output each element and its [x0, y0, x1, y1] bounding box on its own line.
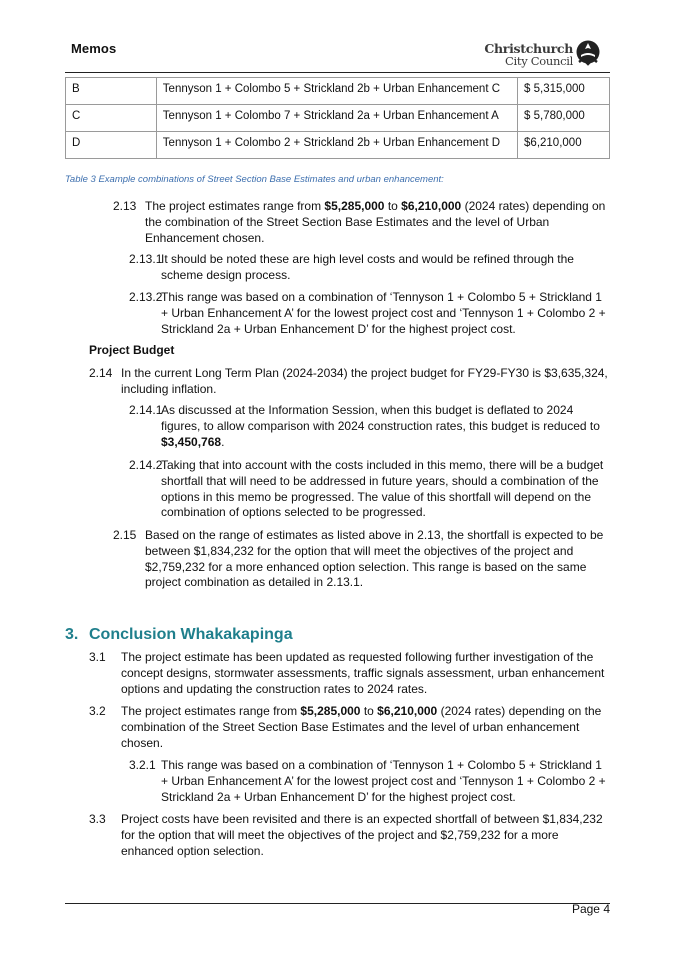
document-type-title: Memos: [71, 41, 117, 56]
paragraph-number: 2.13: [113, 199, 137, 213]
paragraph-number: 2.13.1: [129, 252, 163, 266]
table-cell-combination: Tennyson 1 + Colombo 2 + Strickland 2b + Urban Enhancement D: [156, 132, 517, 159]
paragraph-2-14: [89, 366, 610, 398]
deflated-budget: $3,450,768: [161, 434, 222, 449]
paragraph-number: 2.14.1: [129, 403, 163, 417]
high-estimate: $6,210,000: [377, 704, 438, 718]
paragraph-text: [145, 199, 610, 246]
paragraph-text: Project costs have been revisited and there is an expected shortfall of between $1,834,232 for the option that will meet the objectives of the project and $2,759,232 for a more enhanced option selection.: [121, 812, 603, 858]
paragraph-3-2: [89, 704, 610, 751]
paragraph-text: This range was based on a combination of ‘Tennyson 1 + Colombo 5 + Strickland 1 + Urban Enhancement A’ for the lowest project cost and ‘Tennyson 1 + Colombo 2 + Strickland 2a + Urban Enhancement D’ for the highest project cost.: [161, 290, 606, 336]
logo-text-line2: City Council: [505, 54, 573, 68]
paragraph-text: Based on the range of estimates as listed above in 2.13, the shortfall is expected to be between $1,834,232 for the option that will meet the objectives of the project and $2,759,232 for a more enhanced option selection. This range is based on the same project combination as detailed in 2.13.1.: [145, 528, 604, 590]
paragraph-2-14-2: [129, 458, 610, 521]
paragraph-2-13-2: [129, 290, 610, 337]
paragraph-number: 2.14.2: [129, 458, 163, 472]
table-cell-option: D: [66, 132, 157, 159]
text-run: (2024 rates) depending on the combination of the Street Section Base Estimates and the level of Urban Enhancement chosen.: [145, 199, 606, 245]
project-budget-heading: Project Budget: [89, 343, 175, 357]
paragraph-text: Taking that into account with the costs included in this memo, there will be a budget shortfall that will need to be addressed in future years, should a combination of the options in this memo be progressed. The value of this shortfall will depend on the combination of options selected to be progressed.: [161, 458, 604, 520]
council-logo: [484, 40, 607, 70]
low-estimate: $5,285,000: [324, 199, 385, 213]
footer-divider: [65, 903, 610, 904]
paragraph-2-14-1: [129, 403, 610, 450]
paragraph-number: 2.13.2: [129, 290, 163, 304]
text-run: .: [221, 434, 225, 449]
estimates-table: [65, 77, 610, 159]
table-cell-option: C: [66, 105, 157, 132]
paragraph-3-2-1: [129, 758, 610, 805]
paragraph-text: [121, 704, 610, 751]
paragraph-number: 2.15: [113, 528, 137, 542]
table-cell-cost: $6,210,000: [518, 132, 610, 159]
text-run: As discussed at the Information Session, when this budget is deflated to 2024 figures, to allow comparison with 2024 construction rates, this budget is reduced to: [161, 403, 600, 433]
table-row: [66, 105, 610, 132]
section-title: Conclusion Whakakapinga: [89, 626, 293, 643]
paragraph-3-3: [89, 812, 610, 859]
header-divider: [65, 72, 610, 73]
low-estimate: $5,285,000: [300, 704, 361, 718]
paragraph-number: 3.2: [89, 704, 106, 718]
paragraph-text: The project estimate has been updated as requested following further investigation of the concept designs, stormwater assessments, traffic signals assessment, urban enhancement options and updating the construction rates to 2024 rates.: [121, 650, 605, 696]
section-number: 3.: [65, 626, 79, 643]
text-run: to: [384, 199, 402, 213]
paragraph-text: This range was based on a combination of ‘Tennyson 1 + Colombo 5 + Strickland 1 + Urban Enhancement A’ for the lowest project cost and ‘Tennyson 1 + Colombo 2 + Strickland 2a + Urban Enhancement D’ for the highest project cost.: [161, 758, 606, 804]
paragraph-number: 3.2.1: [129, 758, 156, 772]
table-cell-option: B: [66, 78, 157, 105]
text-run: (2024 rates) depending on the combination of the Street Section Base Estimates and the level of urban enhancement chosen.: [121, 704, 602, 750]
paragraph-number: 3.1: [89, 650, 106, 664]
paragraph-text: [161, 403, 610, 450]
paragraph-2-13-1: [129, 252, 610, 284]
logo-text-line1: Christchurch: [484, 41, 573, 56]
table-caption: Table 3 Example combinations of Street Section Base Estimates and urban enhancement:: [65, 174, 444, 185]
high-estimate: $6,210,000: [401, 199, 462, 213]
table-row: [66, 78, 610, 105]
section-3-heading: [65, 626, 293, 644]
paragraph-number: 3.3: [89, 812, 106, 826]
text-run: The project estimates range from: [121, 704, 301, 718]
council-logo-icon: [575, 40, 601, 67]
text-run: to: [360, 704, 378, 718]
text-run: The project estimates range from: [145, 199, 325, 213]
page-number: Page 4: [571, 902, 610, 916]
table-row: [66, 132, 610, 159]
paragraph-3-1: [89, 650, 610, 697]
table-cell-cost: $ 5,780,000: [518, 105, 610, 132]
paragraph-number: 2.14: [89, 366, 113, 380]
table-cell-combination: Tennyson 1 + Colombo 7 + Strickland 2a + Urban Enhancement A: [156, 105, 517, 132]
paragraph-text: In the current Long Term Plan (2024-2034) the project budget for FY29-FY30 is $3,635,324, including inflation.: [121, 366, 608, 396]
table-cell-combination: Tennyson 1 + Colombo 5 + Strickland 2b + Urban Enhancement C: [156, 78, 517, 105]
paragraph-2-15: [113, 528, 610, 591]
paragraph-2-13: [113, 199, 610, 246]
table-cell-cost: $ 5,315,000: [518, 78, 610, 105]
paragraph-text: It should be noted these are high level costs and would be refined through the scheme design process.: [161, 252, 574, 282]
